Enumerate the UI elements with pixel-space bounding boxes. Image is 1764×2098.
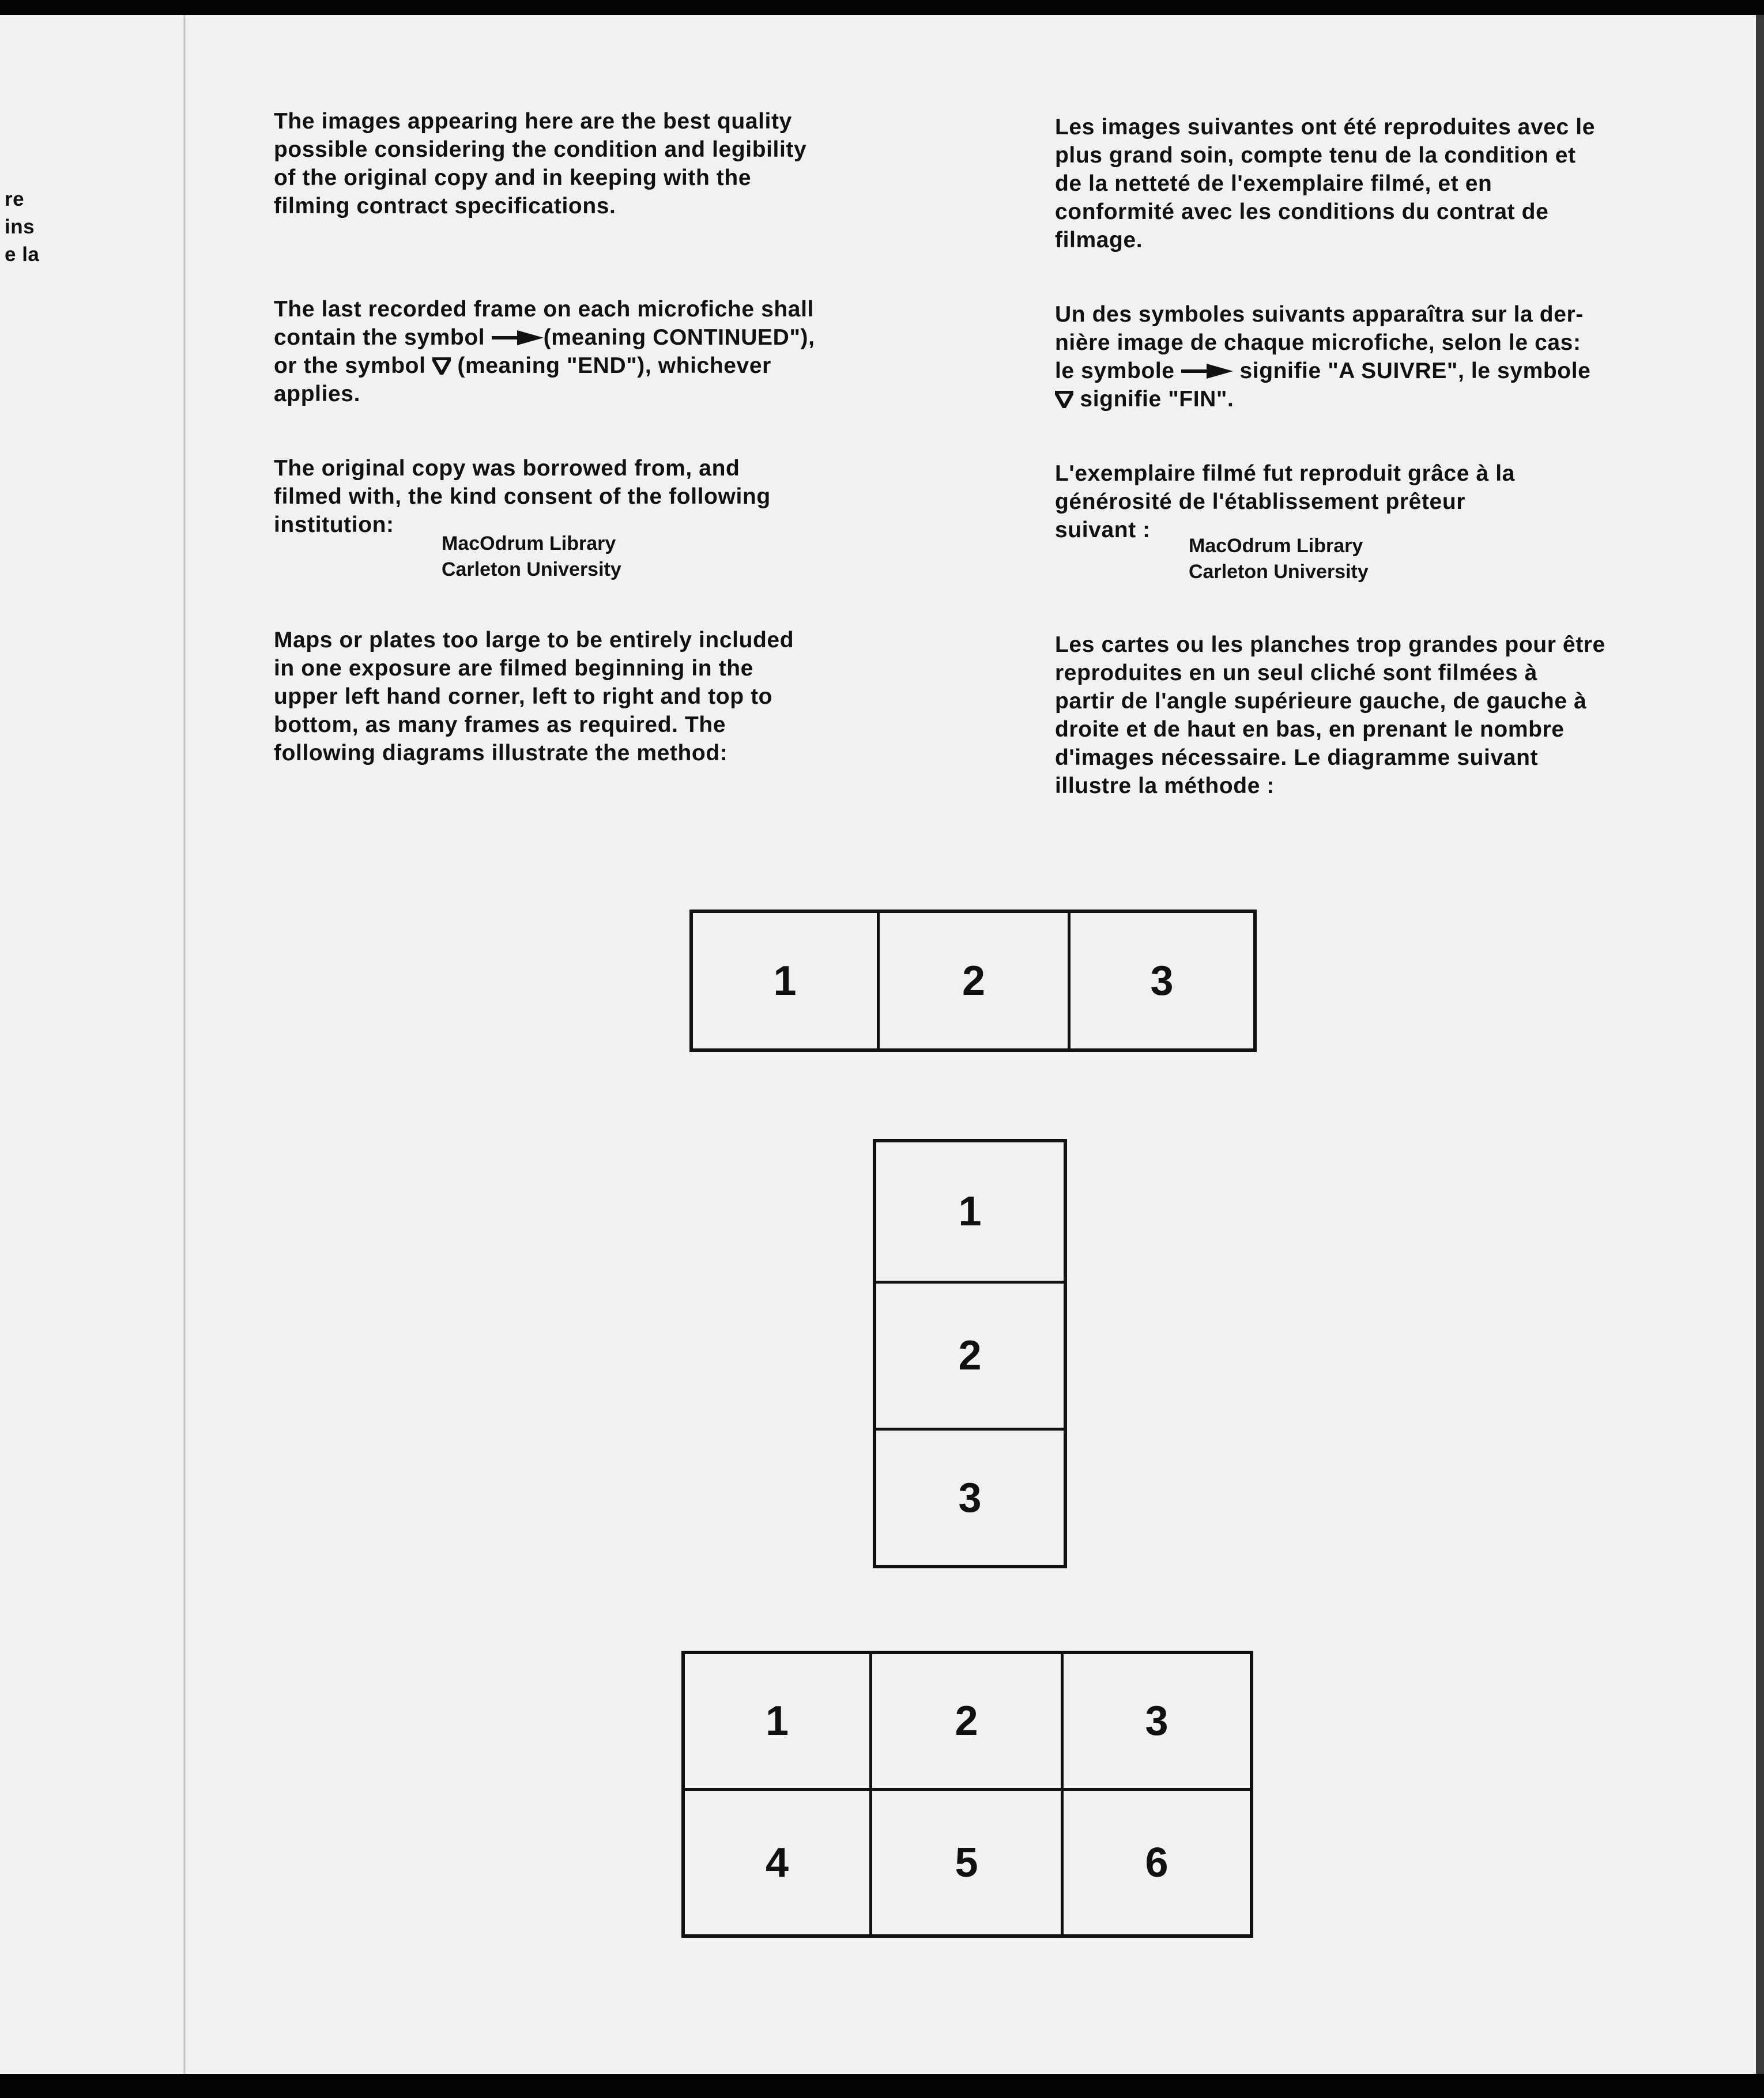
- institution-line: Carleton University: [442, 559, 621, 580]
- english-paragraph-quality: The images appearing here are the best quality possible considering the condition and legibility of the original copy and in keeping with the filming contract specifications.: [274, 109, 807, 218]
- diagram-cell: 2: [962, 957, 986, 1004]
- diagram-cell: 3: [1145, 1698, 1169, 1744]
- edge-fragment: re: [5, 188, 25, 210]
- french-symbols-line: [1055, 357, 1590, 385]
- diagram-cell: 6: [1145, 1839, 1169, 1886]
- diagram-cell: 3: [1150, 957, 1174, 1004]
- diagram-cell: 1: [773, 957, 797, 1004]
- french-symbols-text: signifie "FIN".: [1073, 387, 1234, 412]
- french-paragraph-institution: L'exemplaire filmé fut reproduit grâce à la générosité de l'établissement prêteur: [1055, 461, 1515, 514]
- end-triangle-icon: [1055, 391, 1073, 408]
- continued-arrow-icon: [1181, 363, 1233, 380]
- institution-line: MacOdrum Library: [1189, 535, 1363, 557]
- english-symbols-line: [274, 323, 815, 352]
- french-symbols-line: Un des symboles suivants apparaîtra sur la der-: [1055, 302, 1584, 327]
- diagram-cell: 5: [955, 1839, 978, 1886]
- previous-page-fragment: [0, 15, 184, 2074]
- french-paragraph-symbols: [1055, 300, 1590, 413]
- english-symbols-text: (meaning "END"), whichever: [450, 353, 771, 378]
- bottom-film-border: [0, 2074, 1764, 2098]
- english-symbols-text: or the symbol: [274, 353, 432, 378]
- french-paragraph-maps: Les cartes ou les planches trop grandes pour être reproduites en un seul cliché sont filmées à partir de l'angle supérieure gauche, de gauche à droite et de haut en bas, en prenant le nombre d'images nécessaire. Le diagramme suivant illustre la méthode :: [1055, 632, 1605, 798]
- top-film-border: [0, 0, 1764, 15]
- diagram-cell: 2: [955, 1698, 978, 1744]
- french-suivant-label: suivant :: [1055, 518, 1151, 542]
- end-triangle-icon: [432, 357, 451, 375]
- french-institution-name: [1189, 533, 1369, 585]
- english-symbols-text: contain the symbol: [274, 325, 492, 350]
- institution-line: Carleton University: [1189, 561, 1369, 583]
- french-symbols-line: nière image de chaque microfiche, selon le cas:: [1055, 330, 1581, 355]
- english-symbols-line: The last recorded frame on each microfiche shall: [274, 297, 814, 322]
- diagram-cell: 4: [765, 1839, 789, 1886]
- english-paragraph-maps: Maps or plates too large to be entirely included in one exposure are filmed beginning in the upper left hand corner, left to right and top to bottom, as many frames as required. The following diagrams illustrate the method:: [274, 628, 794, 765]
- diagram-cell: 2: [958, 1333, 982, 1379]
- continued-arrow-icon: [492, 329, 544, 346]
- english-paragraph-institution: The original copy was borrowed from, and filmed with, the kind consent of the following institution:: [274, 456, 771, 537]
- english-institution-name: [442, 531, 621, 583]
- french-symbols-text: signifie "A SUIVRE", le symbole: [1233, 359, 1591, 383]
- diagram-cell: 1: [765, 1698, 789, 1744]
- diagram-row-of-three: [689, 910, 1257, 1052]
- left-edge-fragments: [5, 186, 39, 269]
- edge-fragment: ins: [5, 216, 35, 238]
- english-paragraph-symbols: [274, 295, 815, 408]
- french-symbols-text: le symbole: [1055, 359, 1182, 383]
- english-symbols-line: applies.: [274, 382, 361, 406]
- diagram-column-of-three: [873, 1139, 1067, 1568]
- diagram-cell: 3: [958, 1474, 982, 1521]
- english-symbols-text: (meaning CONTINUED"),: [543, 325, 815, 350]
- edge-fragment: e la: [5, 243, 40, 266]
- page-fold-line: [183, 15, 186, 2074]
- english-symbols-line: [274, 352, 815, 380]
- institution-line: MacOdrum Library: [442, 533, 616, 554]
- right-film-border: [1756, 15, 1764, 2074]
- french-symbols-line: [1055, 385, 1590, 413]
- french-paragraph-quality: Les images suivantes ont été reproduites avec le plus grand soin, compte tenu de la condition et de la netteté de l'exemplaire filmé, et en conformité avec les conditions du contrat de filmage.: [1055, 115, 1595, 252]
- diagram-cell: 1: [958, 1188, 982, 1235]
- diagram-grid-two-by-three: [681, 1651, 1253, 1938]
